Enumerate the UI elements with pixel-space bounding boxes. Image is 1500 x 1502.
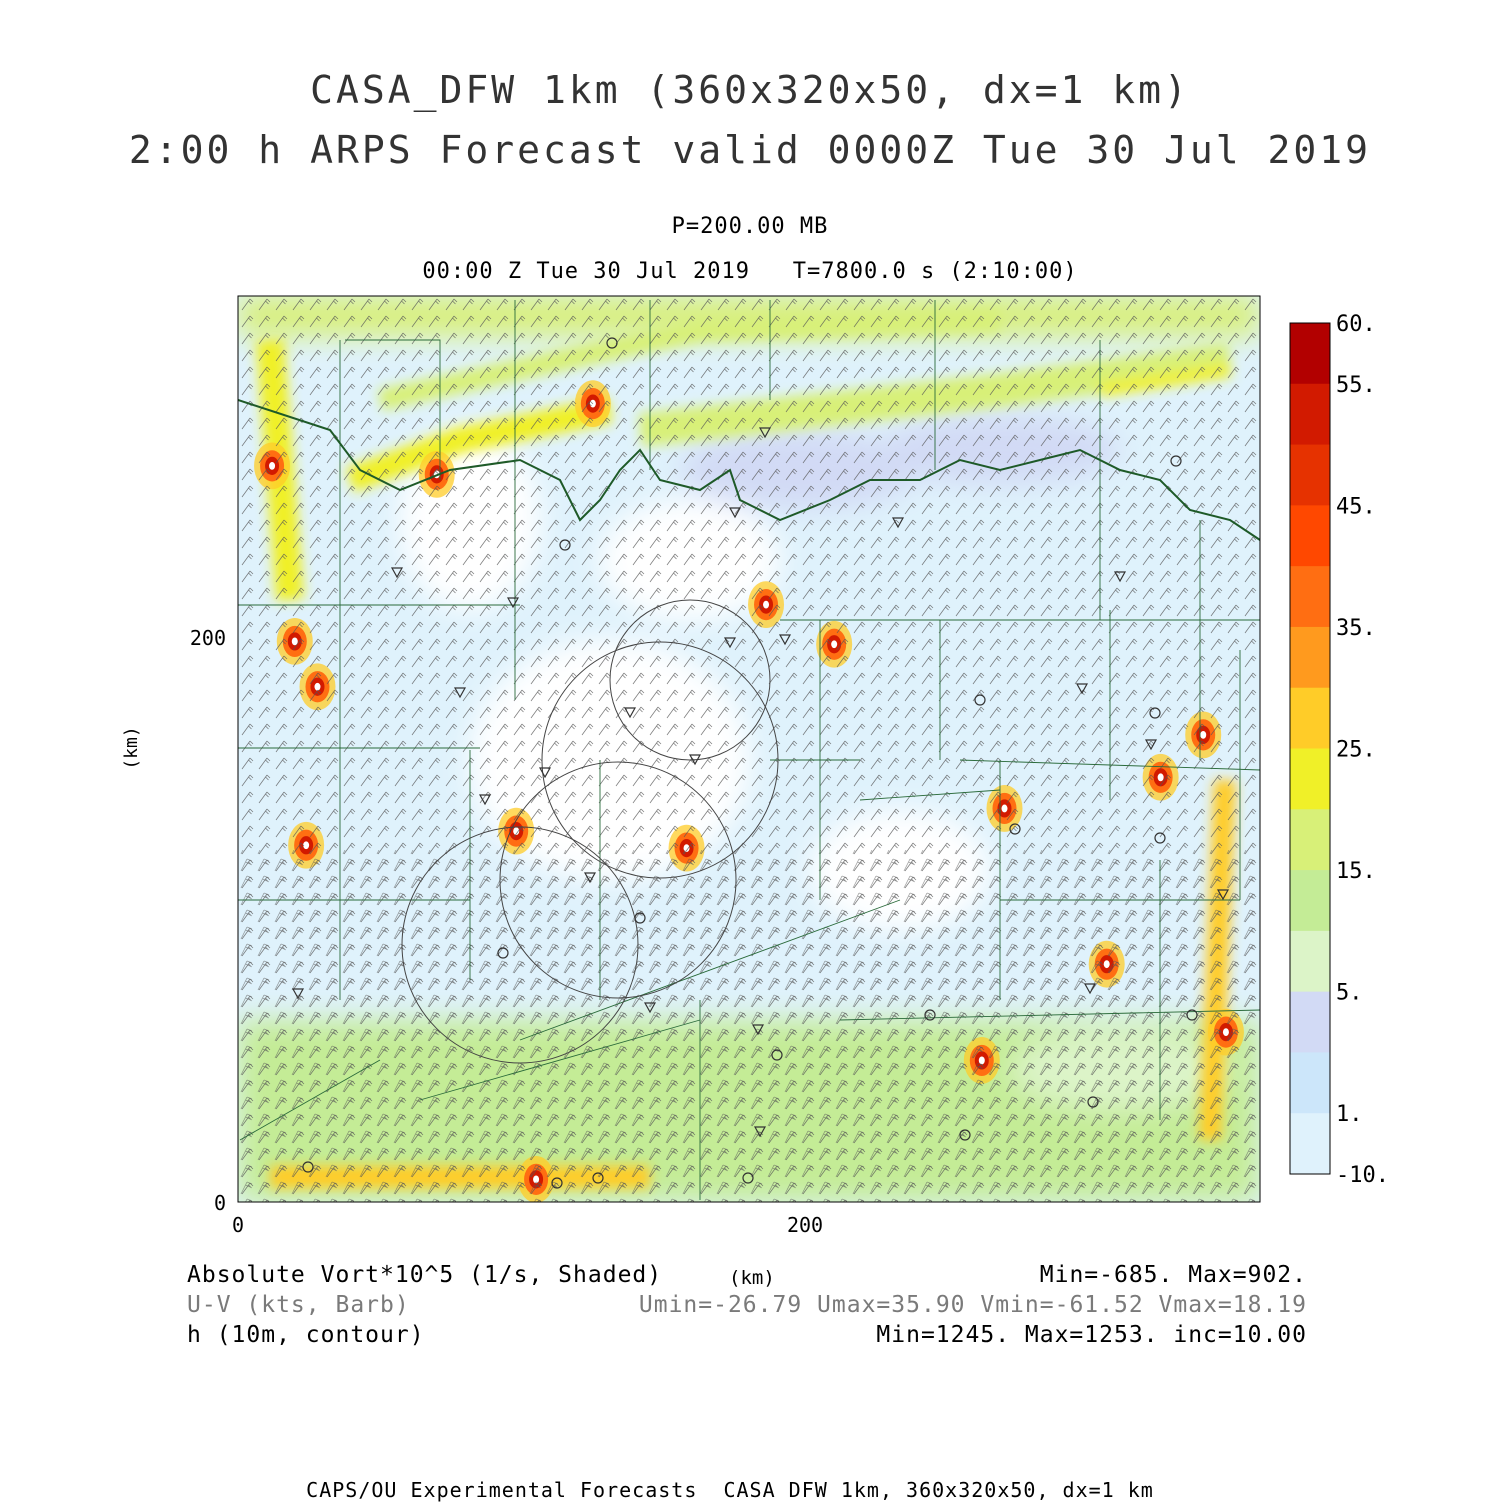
colorbar-swatch: [1290, 505, 1330, 566]
colorbar-swatch: [1290, 1113, 1330, 1174]
colorbar-label: -10.: [1336, 1163, 1389, 1188]
colorbar-swatch: [1290, 992, 1330, 1053]
colorbar-label: 60.: [1336, 312, 1376, 337]
colorbar-label: 5.: [1336, 980, 1363, 1006]
colorbar-swatch: [1290, 931, 1330, 992]
field-name-height: h (10m, contour): [187, 1322, 425, 1348]
colorbar-swatch: [1290, 870, 1330, 931]
field-name-vorticity: Absolute Vort*10^5 (1/s, Shaded): [187, 1262, 663, 1288]
wind-range: Umin=-26.79 Umax=35.90 Vmin=-61.52 Vmax=18.19: [638, 1292, 1307, 1318]
x-axis-label: (km): [729, 1267, 775, 1289]
colorbar-label: 45.: [1336, 494, 1376, 520]
chart-title: CASA_DFW 1km (360x320x50, dx=1 km): [310, 68, 1190, 112]
pressure-level: P=200.00 MB: [671, 214, 829, 239]
colorbar: [1290, 312, 1389, 1188]
colorbar-swatch: [1290, 688, 1330, 749]
credit-line: CAPS/OU Experimental Forecasts CASA DFW 1km, 360x320x50, dx=1 km: [306, 1478, 1154, 1502]
colorbar-label: 25.: [1336, 737, 1376, 763]
colorbar-swatch: [1290, 627, 1330, 688]
colorbar-swatch: [1290, 749, 1330, 810]
colorbar-swatch: [1290, 809, 1330, 870]
colorbar-swatch: [1290, 1052, 1330, 1113]
colorbar-label: 1.: [1336, 1102, 1363, 1128]
colorbar-label: 35.: [1336, 615, 1376, 641]
colorbar-labels: [1336, 312, 1389, 1188]
height-range: Min=1245. Max=1253. inc=10.00: [876, 1322, 1307, 1348]
valid-time: 00:00 Z Tue 30 Jul 2019 T=7800.0 s (2:10:00): [422, 259, 1078, 284]
y-tick-label: 200: [189, 626, 226, 650]
plot-area: [238, 296, 1260, 1203]
colorbar-swatch: [1290, 384, 1330, 445]
colorbar-label: 15.: [1336, 859, 1376, 885]
colorbar-swatch: [1290, 566, 1330, 627]
x-tick-label: 0: [231, 1213, 245, 1237]
wind-barbs-south: [238, 850, 1260, 1202]
field-name-wind: U-V (kts, Barb): [187, 1292, 410, 1318]
colorbar-swatch: [1290, 445, 1330, 506]
colorbar-swatch: [1290, 323, 1330, 384]
y-axis-label: (km): [121, 726, 142, 770]
forecast-subtitle: 2:00 h ARPS Forecast valid 0000Z Tue 30 Jul 2019: [128, 128, 1372, 172]
x-tick-label: 200: [786, 1213, 824, 1237]
colorbar-swatches: [1290, 323, 1330, 1175]
colorbar-label: 55.: [1336, 372, 1376, 398]
y-tick-label: 0: [213, 1191, 226, 1215]
vorticity-range: Min=-685. Max=902.: [1039, 1262, 1307, 1288]
